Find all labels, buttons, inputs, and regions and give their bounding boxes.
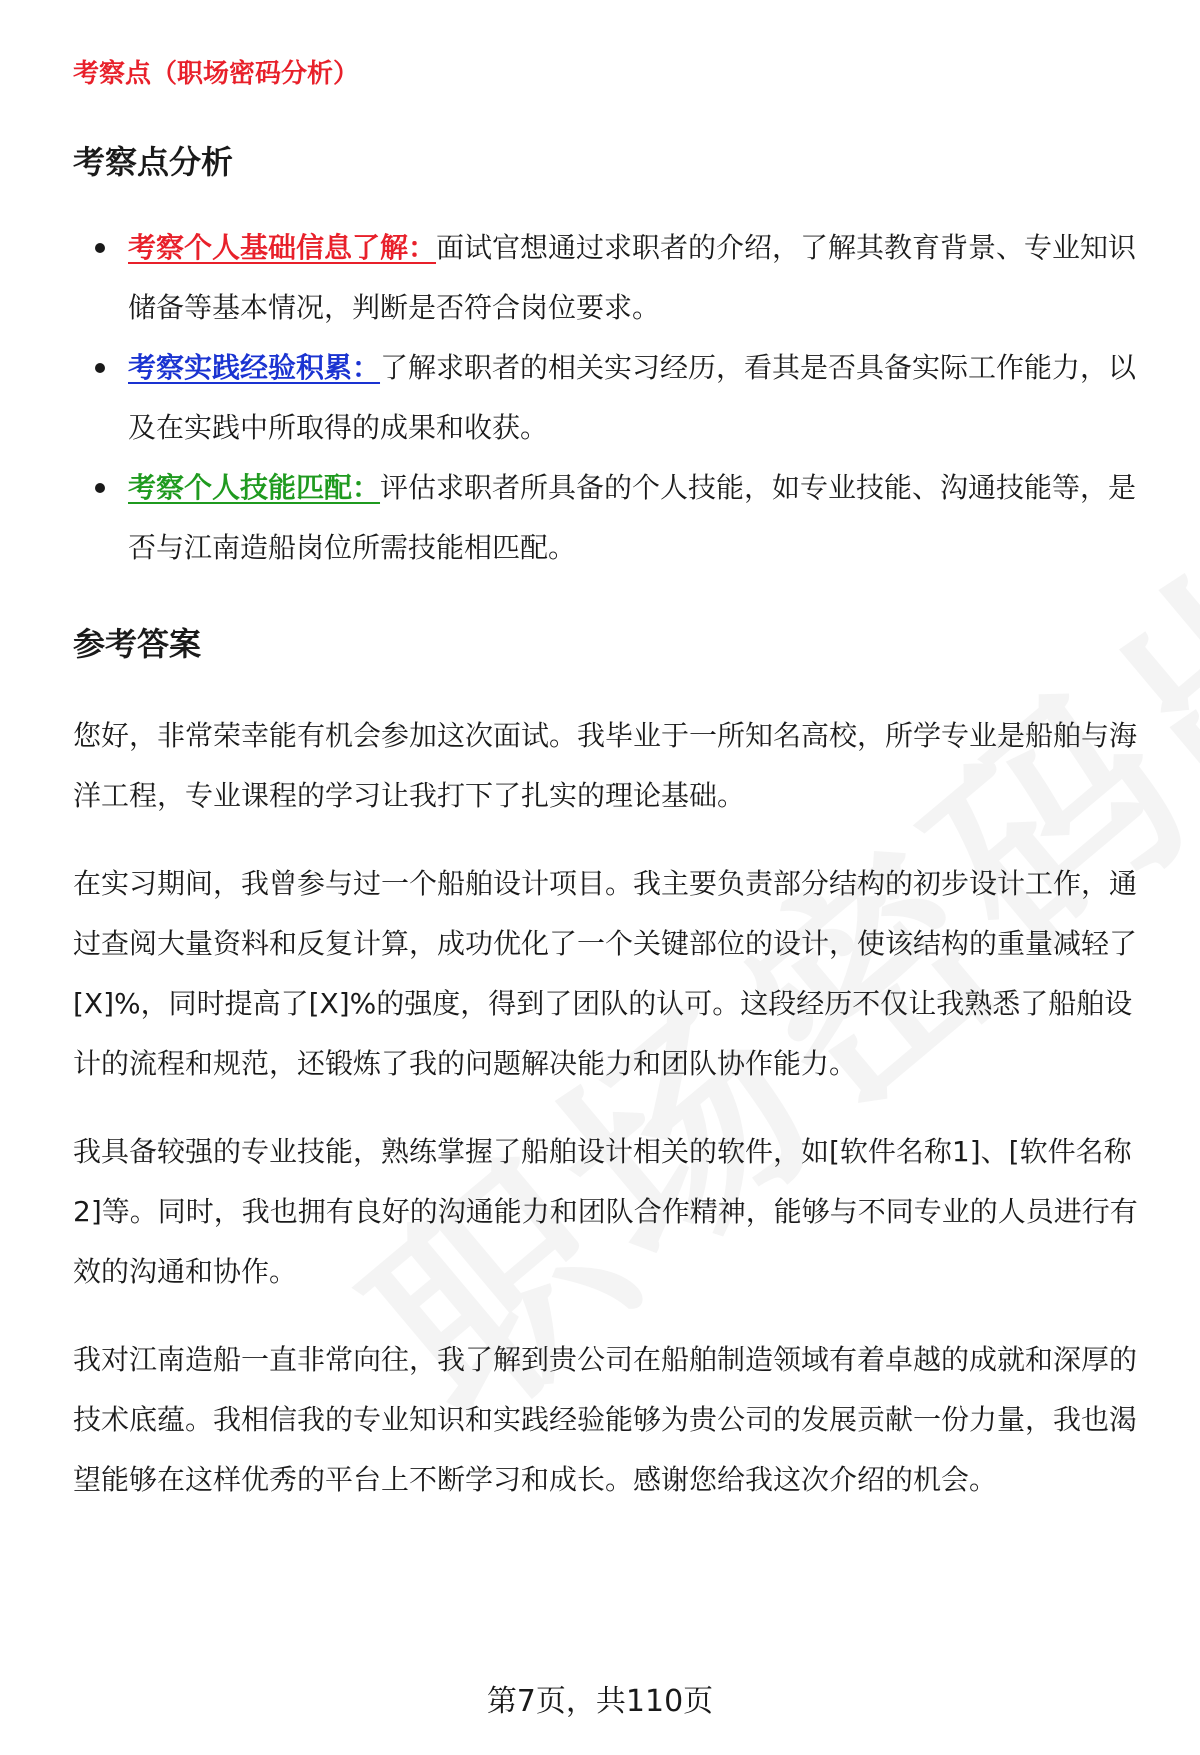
bullet-icon	[95, 243, 105, 253]
point-text: 面试官想通过求职者的介绍，了解其教育背景、专业知识储备等基本情况，判断是否符合岗位要求。	[128, 231, 1137, 324]
point-text: 评估求职者所具备的个人技能，如专业技能、沟通技能等，是否与江南造船岗位所需技能相匹配。	[128, 471, 1137, 564]
list-item	[128, 458, 1153, 578]
point-keyword: 考察个人技能匹配：	[128, 471, 381, 504]
bullet-icon	[95, 363, 105, 373]
bullet-icon	[95, 483, 105, 493]
point-keyword: 考察个人基础信息了解：	[128, 231, 437, 264]
list-item	[128, 218, 1153, 338]
section-tag: 考察点（职场密码分析）	[73, 59, 360, 89]
point-text: 了解求职者的相关实习经历，看其是否具备实际工作能力，以及在实践中所取得的成果和收获。	[128, 351, 1137, 444]
page-number: 第7页，共110页	[486, 1684, 714, 1719]
list-item	[128, 338, 1153, 458]
answer-paragraph: 在实习期间，我曾参与过一个船舶设计项目。我主要负责部分结构的初步设计工作，通过查阅大量资料和反复计算，成功优化了一个关键部位的设计，使该结构的重量减轻了[X]%，同时提高了[X]%的强度，得到了团队的认可。这段经历不仅让我熟悉了船舶设计的流程和规范，还锻炼了我的问题解决能力和团队协作能力。	[73, 867, 1138, 1080]
answer-paragraph: 您好，非常荣幸能有机会参加这次面试。我毕业于一所知名高校，所学专业是船舶与海洋工程，专业课程的学习让我打下了扎实的理论基础。	[73, 719, 1138, 812]
page-content	[73, 56, 1153, 1510]
analysis-points-list	[73, 218, 1153, 578]
point-keyword: 考察实践经验积累：	[128, 351, 381, 384]
analysis-heading: 考察点分析	[73, 143, 234, 181]
answer-paragraph: 我对江南造船一直非常向往，我了解到贵公司在船舶制造领域有着卓越的成就和深厚的技术底蕴。我相信我的专业知识和实践经验能够为贵公司的发展贡献一份力量，我也渴望能够在这样优秀的平台上不断学习和成长。感谢您给我这次介绍的机会。	[73, 1343, 1138, 1496]
answer-paragraph: 我具备较强的专业技能，熟练掌握了船舶设计相关的软件，如[软件名称1]、[软件名称2]等。同时，我也拥有良好的沟通能力和团队合作精神，能够与不同专业的人员进行有效的沟通和协作。	[73, 1135, 1138, 1288]
answer-heading: 参考答案	[73, 625, 202, 663]
